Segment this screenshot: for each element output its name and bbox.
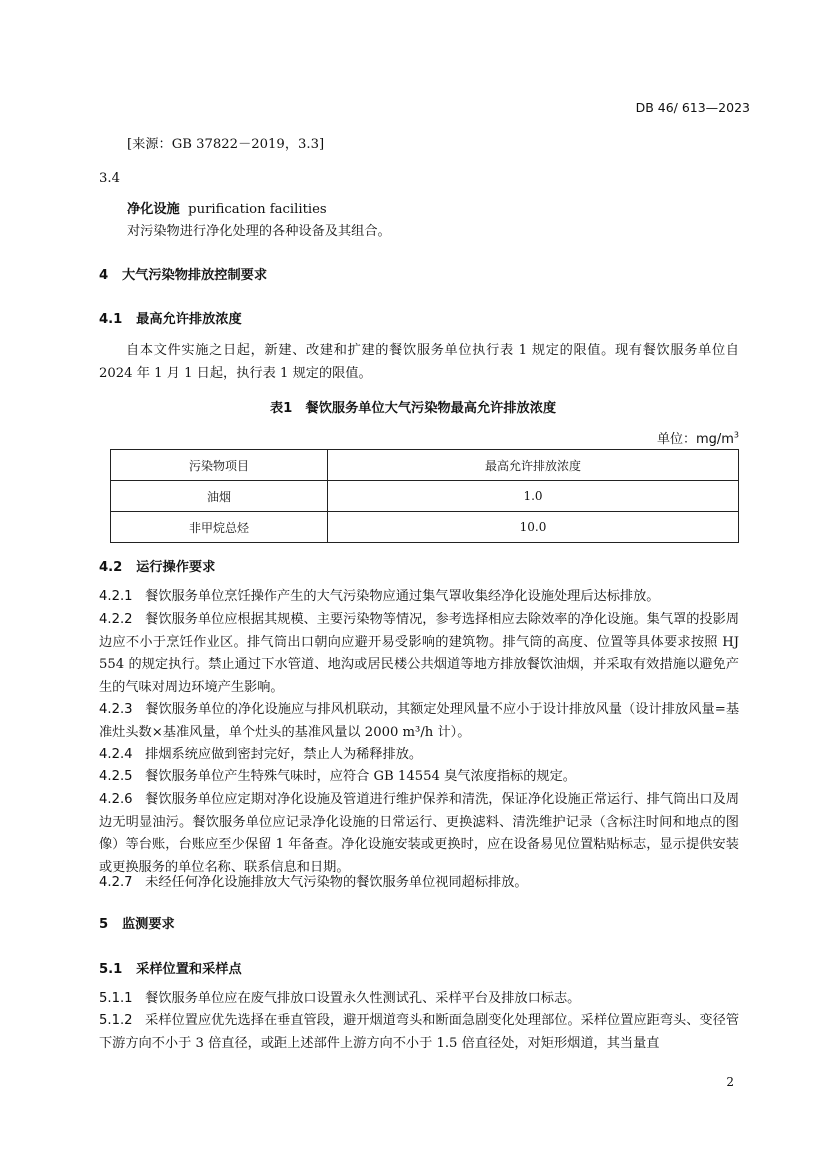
term-line <box>127 199 327 222</box>
table-header-cell: 污染物项目 <box>111 450 328 481</box>
table-cell: 1.0 <box>328 481 739 512</box>
table-row <box>111 512 739 543</box>
section-4-2-heading <box>99 557 215 580</box>
clause-4-2-7: 4.2.7 未经任何净化设施排放大气污染物的餐饮服务单位视同超标排放。 <box>99 875 528 890</box>
section-4-1-heading <box>99 309 242 332</box>
clause-4-2-3: 4.2.3 餐饮服务单位的净化设施应与排风机联动，其额定处理风量不应小于设计排放风量（设计排放风量=基准灶头数×基准风量，单个灶头的基准风量以 2000 m³/h 计）。 <box>99 702 740 740</box>
table-header-cell: 最高允许排放浓度 <box>328 450 739 481</box>
page-number: 2 <box>726 1075 734 1089</box>
clause-4-2-1: 4.2.1 餐饮服务单位烹饪操作产生的大气污染物应通过集气罩收集经净化设施处理后达标排放。 <box>99 589 660 604</box>
section-4-1-paragraph: 自本文件实施之日起，新建、改建和扩建的餐饮服务单位执行表 1 规定的限值。现有餐饮服务单位自 2024 年 1 月 1 日起，执行表 1 规定的限值。 <box>99 343 739 381</box>
section-4-heading <box>99 265 267 288</box>
section-5-1-number: 5.1 <box>99 962 123 977</box>
table-cell: 油烟 <box>111 481 328 512</box>
term-zh: 净化设施 <box>127 202 180 217</box>
table-cell: 10.0 <box>328 512 739 543</box>
clause-4-2-2: 4.2.2 餐饮服务单位应根据其规模、主要污染物等情况，参考选择相应去除效率的净化设施。集气罩的投影周边应不小于烹饪作业区。排气筒出口朝向应避开易受影响的建筑物。排气筒的高度、位置等具体要求按照 HJ 554 的规定执行。禁止通过下水管道、地沟或居民楼公共烟道等地方排放餐饮油烟，并采取有效措施以避免产生的气味对周边环境产生影响。 <box>99 612 740 695</box>
section-4-title: 大气污染物排放控制要求 <box>121 268 268 283</box>
term-en: purification facilities <box>188 202 327 217</box>
table-header-row <box>111 450 739 481</box>
clause-4-2-4: 4.2.4 排烟系统应做到密封完好，禁止人为稀释排放。 <box>99 747 423 762</box>
section-4-1-title: 最高允许排放浓度 <box>136 312 242 327</box>
section-5-1-title: 采样位置和采样点 <box>136 962 242 977</box>
section-5-title: 监测要求 <box>121 917 175 932</box>
section-4-2-title: 运行操作要求 <box>136 560 216 575</box>
section-3-4-number: 3.4 <box>99 171 120 186</box>
table-cell: 非甲烷总烃 <box>111 512 328 543</box>
section-4-2-number: 4.2 <box>99 560 123 575</box>
section-5-heading <box>99 914 175 937</box>
clause-4-2-5: 4.2.5 餐饮服务单位产生特殊气味时，应符合 GB 14554 臭气浓度指标的规定。 <box>99 769 576 784</box>
table-row <box>111 481 739 512</box>
document-code: DB 46/ 613—2023 <box>635 100 750 115</box>
section-4-1-number: 4.1 <box>99 312 123 327</box>
clause-5-1-1: 5.1.1 餐饮服务单位应在废气排放口设置永久性测试孔、采样平台及排放口标志。 <box>99 991 581 1006</box>
table-1-unit: 单位：$mg/m^3$ <box>656 430 739 447</box>
clause-5-1-2: 5.1.2 采样位置应优先选择在垂直管段，避开烟道弯头和断面急剧变化处理部位。采样位置应距弯头、变径管下游方向不小于 3 倍直径，或距上述部件上游方向不小于 1.5 倍直径处，对矩形烟道，其当量直 <box>99 1013 740 1051</box>
section-5-number: 5 <box>99 917 109 932</box>
table-1-caption: 表1 餐饮服务单位大气污染物最高允许排放浓度 <box>270 401 557 416</box>
clause-4-2-6: 4.2.6 餐饮服务单位应定期对净化设施及管道进行维护保养和清洗，保证净化设施正常运行、排气筒出口及周边无明显油污。餐饮服务单位应记录净化设施的日常运行、更换滤料、清洗维护记录（含标注时间和地点的图像）等台账，台账应至少保留 1 年备查。净化设施安装或更换时，应在设备易见位置粘贴标志，显示提供安装或更换服务的单位名称、联系信息和日期。 <box>99 792 740 875</box>
term-definition: 对污染物进行净化处理的各种设备及其组合。 <box>127 224 391 239</box>
section-5-1-heading <box>99 959 242 982</box>
pollutant-limits-table <box>110 449 739 543</box>
source-reference: [来源：GB 37822－2019，3.3] <box>127 137 325 152</box>
section-4-number: 4 <box>99 268 109 283</box>
